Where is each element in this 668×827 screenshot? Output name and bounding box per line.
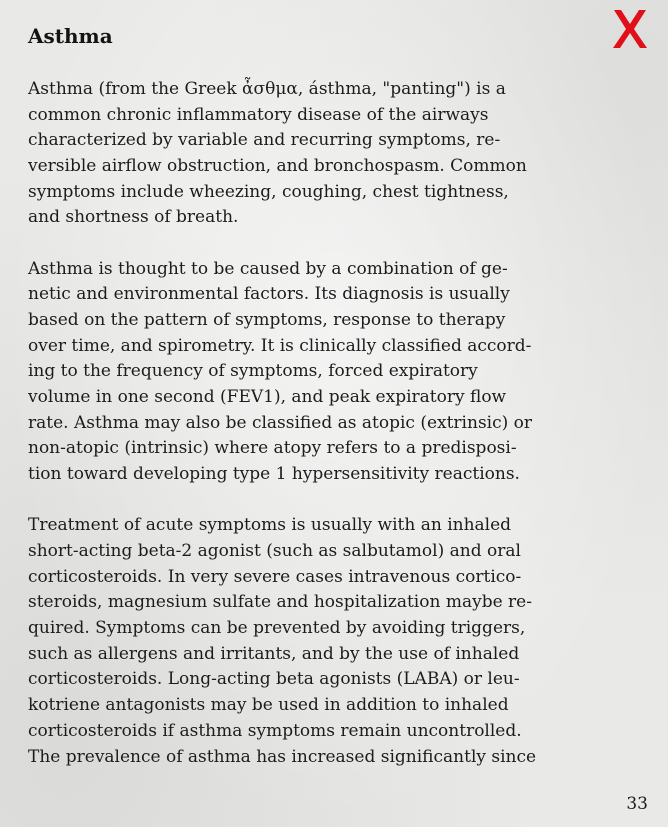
- text-line: such as allergens and irritants, and by the use of inhaled: [28, 643, 520, 664]
- text-line: ing to the frequency of symptoms, forced expiratory: [28, 361, 478, 382]
- text-line: steroids, magnesium sulfate and hospitalization maybe re-: [28, 592, 532, 613]
- text-line: short-acting beta-2 agonist (such as salbutamol) and oral: [28, 541, 521, 561]
- text-line: corticosteroids. In very severe cases intravenous cortico-: [28, 566, 522, 587]
- article-body: [28, 77, 638, 796]
- text-line: Asthma (from the Greek ἆσθμα, ásthma, "panting") is a: [28, 79, 506, 99]
- text-line: netic and environmental factors. Its diagnosis is usually: [28, 284, 510, 305]
- close-button[interactable]: [606, 4, 654, 54]
- paragraph-3: [28, 513, 638, 770]
- text-line: based on the pattern of symptoms, response to therapy: [28, 310, 506, 330]
- page-title: Asthma: [28, 24, 113, 48]
- text-line: tion toward developing type 1 hypersensitivity reactions.: [28, 464, 520, 485]
- text-line: Asthma is thought to be caused by a combination of ge-: [28, 258, 508, 279]
- text-line: corticosteroids. Long-acting beta agonists (LABA) or leu-: [28, 669, 520, 690]
- text-line: Treatment of acute symptoms is usually with an inhaled: [28, 515, 512, 536]
- close-x-icon: [606, 4, 654, 54]
- paragraph-2: [28, 257, 638, 488]
- text-line: and shortness of breath.: [28, 207, 239, 228]
- paragraph-1: [28, 77, 638, 231]
- text-line: volume in one second (FEV1), and peak expiratory flow: [28, 387, 507, 408]
- text-line: over time, and spirometry. It is clinically classified accord-: [28, 335, 532, 356]
- text-line: kotriene antagonists may be used in addition to inhaled: [28, 695, 509, 716]
- text-line: rate. Asthma may also be classified as atopic (extrinsic) or: [28, 412, 533, 433]
- text-line: symptoms include wheezing, coughing, chest tightness,: [28, 181, 509, 202]
- page-number: 33: [626, 794, 648, 814]
- text-line: non-atopic (intrinsic) where atopy refers to a predisposi-: [28, 438, 517, 459]
- text-line: corticosteroids if asthma symptoms remain uncontrolled.: [28, 720, 522, 741]
- text-line: The prevalence of asthma has increased significantly since: [28, 746, 537, 767]
- text-line: common chronic inflammatory disease of the airways: [28, 104, 489, 125]
- text-line: characterized by variable and recurring symptoms, re-: [28, 130, 501, 151]
- text-line: versible airflow obstruction, and bronchospasm. Common: [28, 156, 527, 177]
- text-line: quired. Symptoms can be prevented by avoiding triggers,: [28, 618, 526, 639]
